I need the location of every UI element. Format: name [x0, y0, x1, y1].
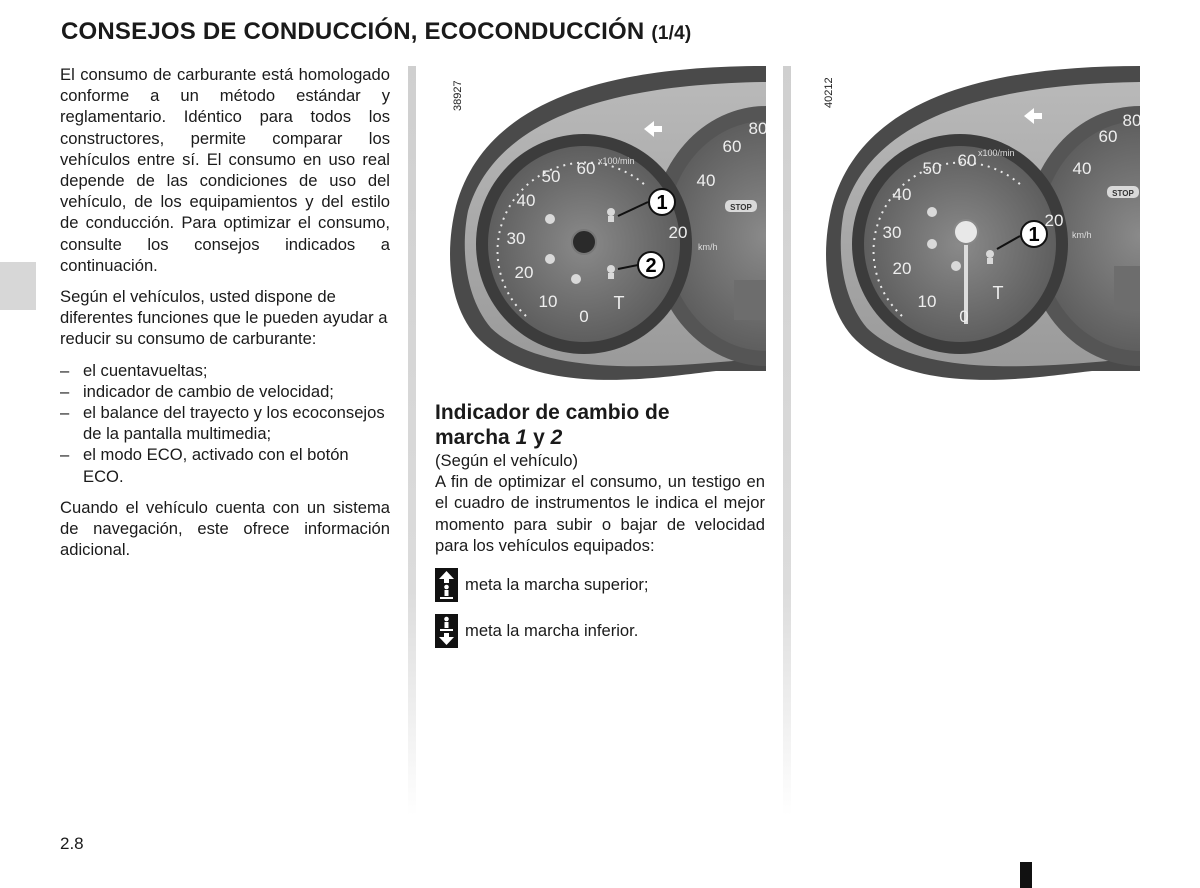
intro-paragraph: El consumo de carburante está homologado conforme a un método estándar y reglamentario. Idéntico para todos los constructores, permite comparar los vehículos entre sí. El consumo en uso real depende de las condiciones de uso del vehículo, de los equipamientos y del estilo de conducción. Para optimizar el consumo, consulte los consejos indicados a continuación. — [60, 65, 390, 275]
section-heading-word: marcha — [435, 426, 510, 449]
list-item: – el modo ECO, activado con el botón ECO. — [60, 444, 390, 486]
features-list — [60, 360, 390, 487]
gear-indicator-column — [435, 400, 765, 648]
tach-unit: x100/min — [978, 148, 1015, 158]
tach-number: 40 — [516, 191, 536, 210]
section-subheading: (Según el vehículo) — [435, 451, 578, 470]
navigation-paragraph: Cuando el vehículo cuenta con un sistema de navegación, este ofrece información adicional. — [60, 497, 390, 560]
tach-number: 40 — [892, 185, 912, 204]
legend-shift-up-label: meta la marcha superior; — [465, 575, 649, 595]
instrument-cluster-figure-2 — [792, 66, 1140, 396]
legend-shift-down-label: meta la marcha inferior. — [465, 621, 639, 641]
speed-number: 60 — [722, 137, 742, 156]
list-item: – el balance del trayecto y los ecoconsejos de la pantalla multimedia; — [60, 402, 390, 444]
tach-number: 60 — [957, 151, 977, 170]
callout-2: 2 — [645, 255, 657, 277]
features-paragraph: Según el vehículos, usted dispone de diferentes funciones que le pueden ayudar a reducir su consumo de carburante: — [60, 287, 388, 349]
heading-and: y — [533, 426, 545, 449]
callout-1: 1 — [1028, 224, 1040, 246]
tach-number: 10 — [917, 292, 937, 311]
figure-reference: 40212 — [823, 77, 835, 108]
page-edge-marker — [1020, 862, 1032, 888]
tach-unit: x100/min — [598, 156, 635, 166]
tach-number: 0 — [959, 307, 969, 326]
tach-number: 50 — [922, 159, 942, 178]
tach-number: 30 — [506, 229, 526, 248]
speed-number: 40 — [696, 171, 716, 190]
tach-number: 30 — [882, 223, 902, 242]
intro-column — [60, 64, 390, 560]
tach-number: 20 — [514, 263, 534, 282]
speed-number: 80 — [748, 119, 766, 138]
page-title-main: CONSEJOS DE CONDUCCIÓN, ECOCONDUCCIÓN — [61, 18, 645, 45]
heading-number-2: 2 — [550, 426, 563, 449]
gear-indicator: T — [613, 293, 625, 313]
tach-number: 60 — [576, 159, 596, 178]
page-number: 2.8 — [60, 834, 84, 853]
tach-number: 0 — [579, 307, 589, 326]
speed-number: 20 — [1044, 211, 1064, 230]
column-divider — [408, 66, 416, 816]
callout-1: 1 — [656, 192, 668, 214]
list-item: – el cuentavueltas; — [60, 360, 390, 381]
speed-unit: km/h — [1072, 230, 1092, 240]
shift-down-icon — [435, 614, 458, 648]
page-title — [61, 18, 691, 46]
figure-reference: 38927 — [452, 80, 464, 111]
column-divider — [783, 66, 791, 816]
tach-number: 50 — [541, 167, 561, 186]
speed-number: 80 — [1122, 111, 1140, 130]
list-item: – indicador de cambio de velocidad; — [60, 381, 390, 402]
stop-lamp: STOP — [730, 203, 752, 212]
speed-number: 20 — [668, 223, 688, 242]
speed-number: 40 — [1072, 159, 1092, 178]
shift-up-icon — [435, 568, 458, 602]
stop-lamp: STOP — [1112, 189, 1134, 198]
legend-shift-up — [435, 568, 765, 602]
tach-number: 20 — [892, 259, 912, 278]
tach-number: 10 — [538, 292, 558, 311]
gear-indicator: T — [992, 283, 1004, 303]
heading-number-1: 1 — [515, 426, 528, 449]
speed-unit: km/h — [698, 242, 718, 252]
section-tab — [0, 262, 36, 310]
section-heading-line1: Indicador de cambio de — [435, 401, 670, 424]
section-heading — [435, 400, 765, 450]
page-title-part: (1/4) — [651, 23, 692, 44]
legend-shift-down — [435, 614, 765, 648]
speed-number: 60 — [1098, 127, 1118, 146]
gear-indicator-paragraph: A fin de optimizar el consumo, un testigo en el cuadro de instrumentos le indica el mejor momento para subir o bajar de velocidad para los vehículos equipados: — [435, 472, 765, 555]
instrument-cluster-figure-1 — [416, 66, 766, 396]
